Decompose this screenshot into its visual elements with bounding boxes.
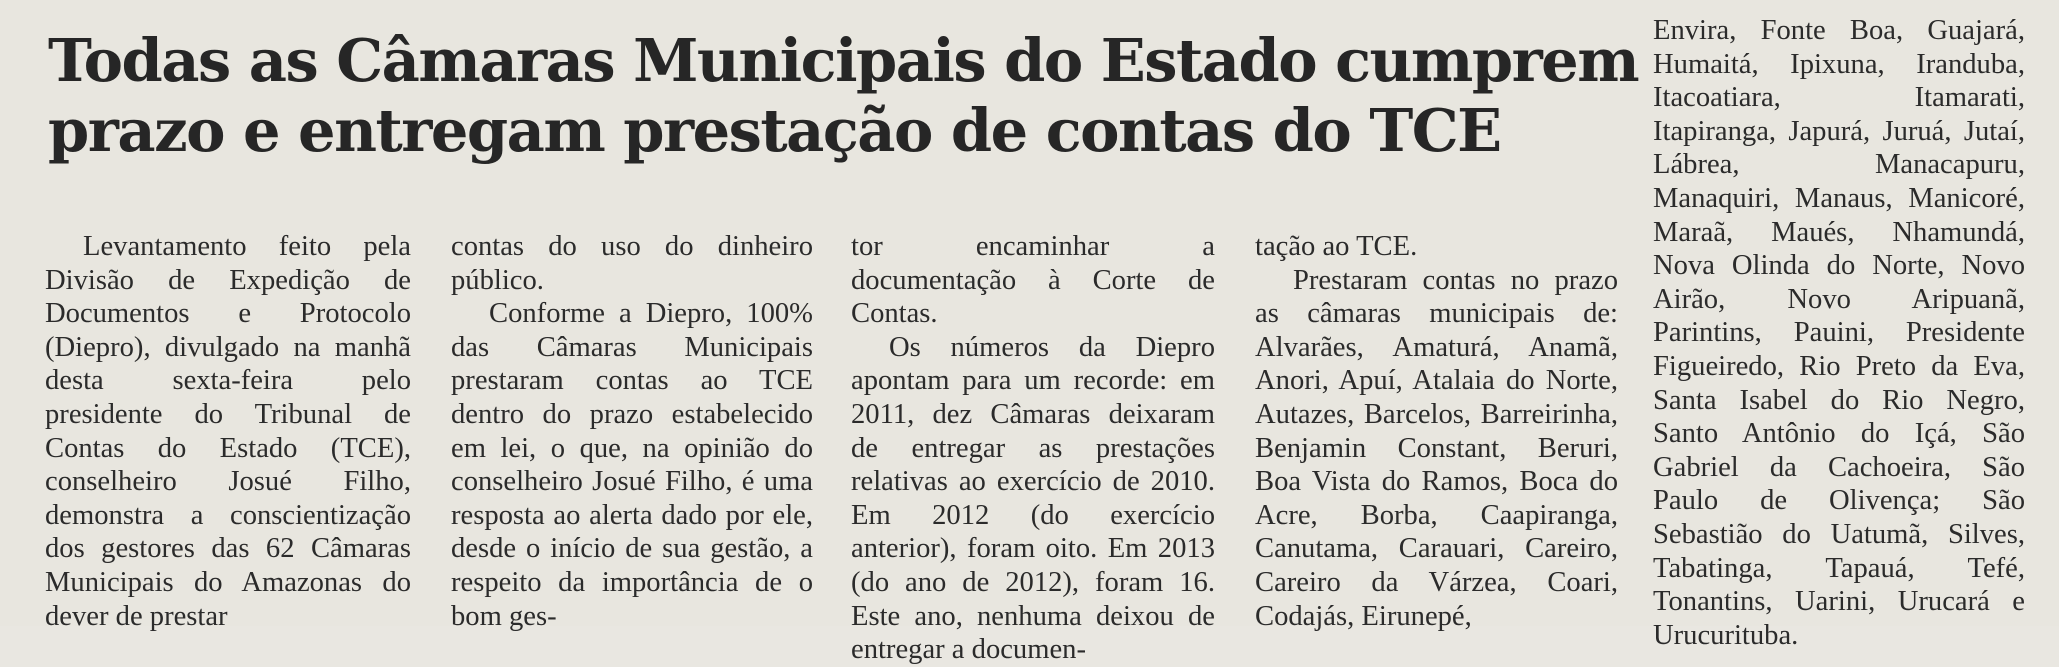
headline-line-2: prazo e entregam prestação de contas do TCE: [48, 96, 1501, 165]
article-column-4: [1255, 230, 1618, 633]
article-column-5: [1653, 14, 2025, 652]
paragraph: Conforme a Diepro, 100% das Câmaras Municipais prestaram contas ao TCE dentro do prazo estabelecido em lei, o que, na opinião do conselheiro Josué Filho, é uma resposta ao alerta dado por ele, desde o início de sua gestão, a respeito da importância de o bom ges-: [451, 298, 813, 632]
paragraph: contas do uso do dinheiro público.: [451, 231, 813, 296]
paragraph: tação ao TCE.: [1255, 231, 1418, 262]
headline: [48, 26, 1648, 166]
headline-line-1: Todas as Câmaras Municipais do Estado cumprem: [48, 26, 1639, 95]
paragraph: Levantamento feito pela Divisão de Expedição de Documentos e Protocolo (Diepro), divulgado na manhã desta sexta-feira pelo presidente do Tribunal de Contas do Estado (TCE), conselheiro Josué Filho, demonstra a conscientização dos gestores das 62 Câmaras Municipais do Amazonas do dever de prestar: [45, 231, 411, 632]
article-column-3: [851, 230, 1215, 667]
paragraph: Os números da Diepro apontam para um recorde: em 2011, dez Câmaras deixaram de entregar as prestações relativas ao exercício de 2010. Em 2012 (do exercício anterior), foram oito. Em 2013 (do ano de 2012), foram 16. Este ano, nenhuma deixou de entregar a documen-: [851, 331, 1215, 666]
paragraph: Prestaram contas no prazo as câmaras municipais de: Alvarães, Amaturá, Anamã, Anori, Apuí, Atalaia do Norte, Autazes, Barcelos, Barreirinha, Benjamin Constant, Beruri, Boa Vista do Ramos, Boca do Acre, Borba, Caapiranga, Canutama, Carauari, Careiro, Careiro da Várzea, Coari, Codajás, Eirunepé,: [1255, 264, 1618, 632]
article-column-1: [45, 230, 411, 633]
article-column-2: [451, 230, 813, 633]
paragraph: Envira, Fonte Boa, Guajará, Humaitá, Ipixuna, Iranduba, Itacoatiara, Itamarati, Itapiranga, Japurá, Juruá, Jutaí, Lábrea, Manacapuru, Manaquiri, Manaus, Manicoré, Maraã, Maués, Nhamundá, Nova Olinda do Norte, Novo Airão, Novo Aripuanã, Parintins, Pauini, Presidente Figueiredo, Rio Preto da Eva, Santa Isabel do Rio Negro, Santo Antônio do Içá, São Gabriel da Cachoeira, São Paulo de Olivença; São Sebastião do Uatumã, Silves, Tabatinga, Tapauá, Tefé, Tonantins, Uarini, Urucará e Urucurituba.: [1653, 15, 2025, 651]
paragraph: tor encaminhar a documentação à Corte de Contas.: [851, 231, 1215, 330]
